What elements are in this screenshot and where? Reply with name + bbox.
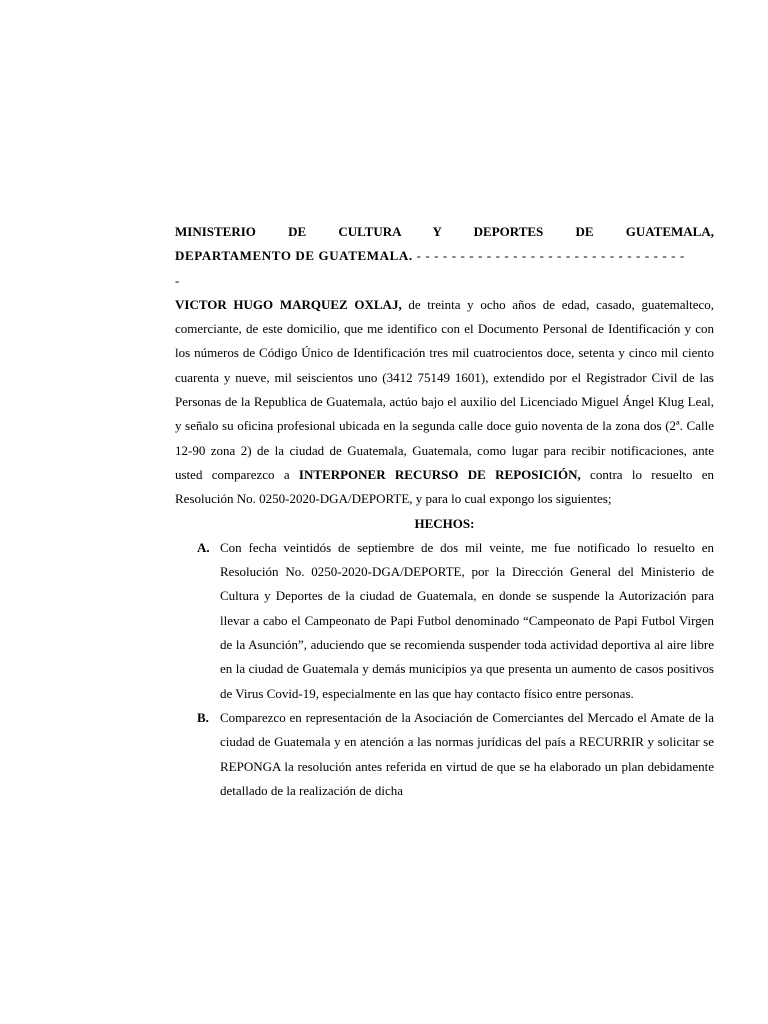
section-title-hechos: HECHOS: xyxy=(414,515,475,531)
document-heading-line-1: MINISTERIO DE CULTURA Y DEPORTES DE GUATEMALA, xyxy=(175,224,714,239)
list-item-text-b: Comparezco en representación de la Asociación de Comerciantes del Mercado el Amate de la ciudad de Guatemala y en atención a las normas jurídicas del país a RECURRIR y solicitar se REPONGA la resolución antes referida en virtud de que se ha elaborado un plan debidamente detallado de la realización de dicha xyxy=(220,709,714,798)
heading-dash-tail: - xyxy=(175,272,180,288)
list-marker-a: A. xyxy=(197,539,210,555)
heading-dash-filler: - - - - - - - - - - - - - - - - - - - - - - - - - - - - - - - xyxy=(416,248,685,264)
hechos-item-b xyxy=(175,706,714,803)
petitioner-name: VICTOR HUGO MARQUEZ OXLAJ, xyxy=(175,296,402,312)
intro-paragraph xyxy=(175,293,714,512)
document-body xyxy=(175,220,714,803)
intro-text-1: de treinta y ocho años de edad, casado, guatemalteco, comerciante, de este domicilio, que me identifico con el Documento Personal de Identificación y con los números de Código Único de Identificación tres mil cuatrocientos doce, setenta y cinco mil ciento cuarenta y nueve, mil seiscientos uno (3412 75149 1601), extendido por el Registrador Civil de las Personas de la Republica de Guatemala, actúo bajo el auxilio del Licenciado Miguel Ángel Klug Leal, y señalo su oficina profesional ubicada en la segunda calle doce guio noventa de la zona dos (2ª. Calle 12-90 zona 2) de la ciudad de Guatemala, Guatemala, como lugar para recibir notificaciones, ante usted comparezco a xyxy=(175,296,714,482)
intro-bold-phrase: INTERPONER RECURSO DE REPOSICIÓN, xyxy=(298,466,581,482)
list-item-text-a: Con fecha veintidós de septiembre de dos mil veinte, me fue notificado lo resuelto en Resolución No. 0250-2020-DGA/DEPORTE, por la Dirección General del Ministerio de Cultura y Deportes de la ciudad de Guatemala, en donde se suspende la Autorización para llevar a cabo el Campeonato de Papi Futbol denominado “Campeonato de Papi Futbol Virgen de la Asunción”, aduciendo que se recomienda suspender toda actividad deportiva al aire libre en la ciudad de Guatemala y demás municipios ya que presenta un aumento de casos positivos de Virus Covid-19, especialmente en las que hay contacto físico entre personas. xyxy=(220,539,714,701)
hechos-list xyxy=(175,536,714,803)
document-heading-line-2 xyxy=(175,244,714,268)
document-heading-department: DEPARTAMENTO DE GUATEMALA. xyxy=(175,248,413,264)
list-marker-b: B. xyxy=(197,709,209,725)
intro-text-2: contra lo resuelto en Resolución No. 0250-2020-DGA/DEPORTE, y para lo cual expongo los siguientes; xyxy=(175,466,714,507)
hechos-item-a xyxy=(175,536,714,706)
